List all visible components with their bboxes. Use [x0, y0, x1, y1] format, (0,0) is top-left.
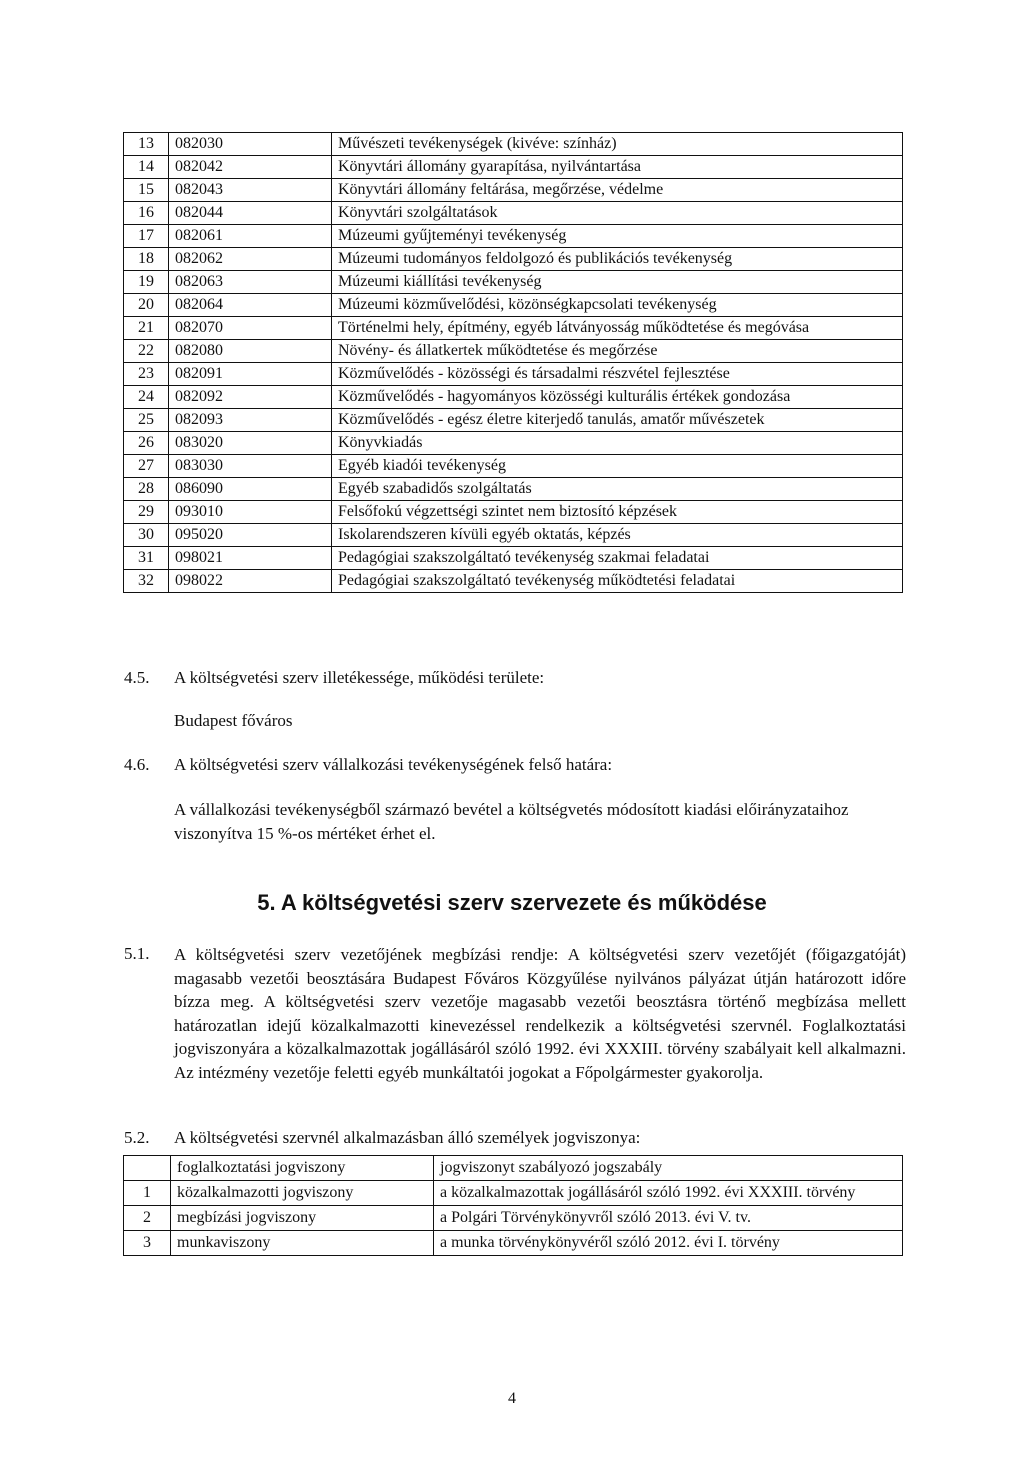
activity-row: [124, 133, 903, 156]
activity-number-cell: 19: [124, 271, 169, 294]
employment-law-cell: a Polgári Törvénykönyvről szóló 2013. évi V. tv.: [434, 1206, 903, 1231]
activity-code-cell: 082061: [169, 225, 332, 248]
activity-number-cell: 17: [124, 225, 169, 248]
activity-code-cell: 082064: [169, 294, 332, 317]
employment-row: [124, 1206, 903, 1231]
employment-type-cell: megbízási jogviszony: [171, 1206, 434, 1231]
activity-description-cell: Egyéb szabadidős szolgáltatás: [332, 478, 903, 501]
activity-code-cell: 098022: [169, 570, 332, 593]
activity-code-cell: 082093: [169, 409, 332, 432]
section-4-6-value: A vállalkozási tevékenységből származó bevétel a költségvetés módosított kiadási előirányzataihoz viszonyítva 15 %-os mértéket érhet el.: [174, 800, 849, 843]
activity-description-cell: Felsőfokú végzettségi szintet nem biztosító képzések: [332, 501, 903, 524]
activity-number-cell: 22: [124, 340, 169, 363]
activity-row: [124, 386, 903, 409]
activity-description-cell: Könyvtári állomány feltárása, megőrzése, védelme: [332, 179, 903, 202]
employment-row: [124, 1181, 903, 1206]
activity-row: [124, 547, 903, 570]
activity-number-cell: 20: [124, 294, 169, 317]
activity-description-cell: Könyvtári szolgáltatások: [332, 202, 903, 225]
activity-description-cell: Múzeumi közművelődési, közönségkapcsolati tevékenység: [332, 294, 903, 317]
activity-row: [124, 363, 903, 386]
section-number: 5.1.: [124, 944, 150, 963]
activity-row: [124, 478, 903, 501]
employment-table: [123, 1155, 903, 1256]
activity-number-cell: 30: [124, 524, 169, 547]
activity-description-cell: Növény- és állatkertek működtetése és megőrzése: [332, 340, 903, 363]
activity-code-cell: 082091: [169, 363, 332, 386]
activity-code-cell: 086090: [169, 478, 332, 501]
activity-number-cell: 24: [124, 386, 169, 409]
activity-code-cell: 082042: [169, 156, 332, 179]
activity-table: [123, 132, 903, 593]
activity-description-cell: Közművelődés - közösségi és társadalmi részvétel fejlesztése: [332, 363, 903, 386]
employment-number-cell: 1: [124, 1181, 171, 1206]
activity-number-cell: 28: [124, 478, 169, 501]
section-4-5-value: Budapest főváros: [174, 711, 293, 730]
activity-number-cell: 32: [124, 570, 169, 593]
activity-number-cell: 26: [124, 432, 169, 455]
activity-code-cell: 082070: [169, 317, 332, 340]
activity-number-cell: 14: [124, 156, 169, 179]
activity-number-cell: 18: [124, 248, 169, 271]
activity-number-cell: 27: [124, 455, 169, 478]
activity-code-cell: 082043: [169, 179, 332, 202]
activity-row: [124, 317, 903, 340]
employment-type-cell: közalkalmazotti jogviszony: [171, 1181, 434, 1206]
activity-code-cell: 082062: [169, 248, 332, 271]
activity-number-cell: 15: [124, 179, 169, 202]
section-title: A költségvetési szerv vállalkozási tevékenységének felső határa:: [174, 755, 613, 774]
activity-description-cell: Pedagógiai szakszolgáltató tevékenység működtetési feladatai: [332, 570, 903, 593]
activity-description-cell: Egyéb kiadói tevékenység: [332, 455, 903, 478]
activity-table-body: [124, 133, 903, 593]
activity-row: [124, 501, 903, 524]
activity-description-cell: Történelmi hely, építmény, egyéb látványosság működtetése és megóvása: [332, 317, 903, 340]
activity-number-cell: 25: [124, 409, 169, 432]
activity-number-cell: 16: [124, 202, 169, 225]
activity-code-cell: 082044: [169, 202, 332, 225]
employment-type-cell: munkaviszony: [171, 1231, 434, 1256]
activity-description-cell: Múzeumi kiállítási tevékenység: [332, 271, 903, 294]
activity-row: [124, 294, 903, 317]
activity-description-cell: Művészeti tevékenységek (kivéve: színház): [332, 133, 903, 156]
activity-row: [124, 202, 903, 225]
activity-code-cell: 082030: [169, 133, 332, 156]
activity-code-cell: 095020: [169, 524, 332, 547]
activity-code-cell: 093010: [169, 501, 332, 524]
activity-number-cell: 23: [124, 363, 169, 386]
activity-row: [124, 271, 903, 294]
section-title: A költségvetési szervnél alkalmazásban álló személyek jogviszonya:: [174, 1128, 641, 1147]
activity-description-cell: Múzeumi tudományos feldolgozó és publikációs tevékenység: [332, 248, 903, 271]
activity-number-cell: 29: [124, 501, 169, 524]
employment-header-row: [124, 1156, 903, 1181]
section-title: A költségvetési szerv illetékessége, működési területe:: [174, 668, 545, 687]
employment-law-cell: a közalkalmazottak jogállásáról szóló 1992. évi XXXIII. törvény: [434, 1181, 903, 1206]
activity-row: [124, 455, 903, 478]
activity-row: [124, 156, 903, 179]
employment-number-cell: 2: [124, 1206, 171, 1231]
chapter-heading: 5. A költségvetési szerv szervezete és működése: [257, 890, 767, 915]
activity-number-cell: 21: [124, 317, 169, 340]
activity-code-cell: 082080: [169, 340, 332, 363]
activity-code-cell: 083020: [169, 432, 332, 455]
activity-code-cell: 082063: [169, 271, 332, 294]
employment-law-cell: a munka törvénykönyvéről szóló 2012. évi I. törvény: [434, 1231, 903, 1256]
activity-row: [124, 524, 903, 547]
activity-description-cell: Könyvtári állomány gyarapítása, nyilvántartása: [332, 156, 903, 179]
employment-number-cell: 3: [124, 1231, 171, 1256]
activity-number-cell: 13: [124, 133, 169, 156]
section-5-1-text: A költségvetési szerv vezetőjének megbízási rendje: A költségvetési szerv vezetőjét (főigazgatóját) magasabb vezetői beosztására Budapest Főváros Közgyűlése nyilvános pályázat útján határozott időre bízza meg. A költségvetési szerv vezetője magasabb vezetői beosztásra történő megbízása mellett határozatlan idejű közalkalmazotti kinevezéssel rendelkezik a költségvetési szervnél. Foglalkoztatási jogviszonyára a közalkalmazottak jogállásáról szóló 1992. évi XXXIII. törvény szabályait kell alkalmazni. Az intézmény vezetője feletti egyéb munkáltatói jogokat a Főpolgármester gyakorolja.: [174, 945, 906, 1082]
header-cell: foglalkoztatási jogviszony: [171, 1156, 434, 1181]
activity-row: [124, 432, 903, 455]
activity-row: [124, 179, 903, 202]
activity-description-cell: Könyvkiadás: [332, 432, 903, 455]
activity-row: [124, 248, 903, 271]
section-number: 4.5.: [124, 668, 150, 687]
activity-description-cell: Közművelődés - egész életre kiterjedő tanulás, amatőr művészetek: [332, 409, 903, 432]
activity-code-cell: 082092: [169, 386, 332, 409]
employment-table-body: [124, 1156, 903, 1256]
employment-row: [124, 1231, 903, 1256]
activity-code-cell: 098021: [169, 547, 332, 570]
activity-row: [124, 340, 903, 363]
section-number: 5.2.: [124, 1128, 150, 1147]
activity-description-cell: Pedagógiai szakszolgáltató tevékenység szakmai feladatai: [332, 547, 903, 570]
activity-description-cell: Iskolarendszeren kívüli egyéb oktatás, képzés: [332, 524, 903, 547]
activity-description-cell: Közművelődés - hagyományos közösségi kulturális értékek gondozása: [332, 386, 903, 409]
section-number: 4.6.: [124, 755, 150, 774]
page-number: 4: [508, 1390, 516, 1407]
header-empty-cell: [124, 1156, 171, 1181]
activity-row: [124, 225, 903, 248]
activity-row: [124, 570, 903, 593]
activity-row: [124, 409, 903, 432]
activity-number-cell: 31: [124, 547, 169, 570]
activity-description-cell: Múzeumi gyűjteményi tevékenység: [332, 225, 903, 248]
header-cell: jogviszonyt szabályozó jogszabály: [434, 1156, 903, 1181]
activity-code-cell: 083030: [169, 455, 332, 478]
